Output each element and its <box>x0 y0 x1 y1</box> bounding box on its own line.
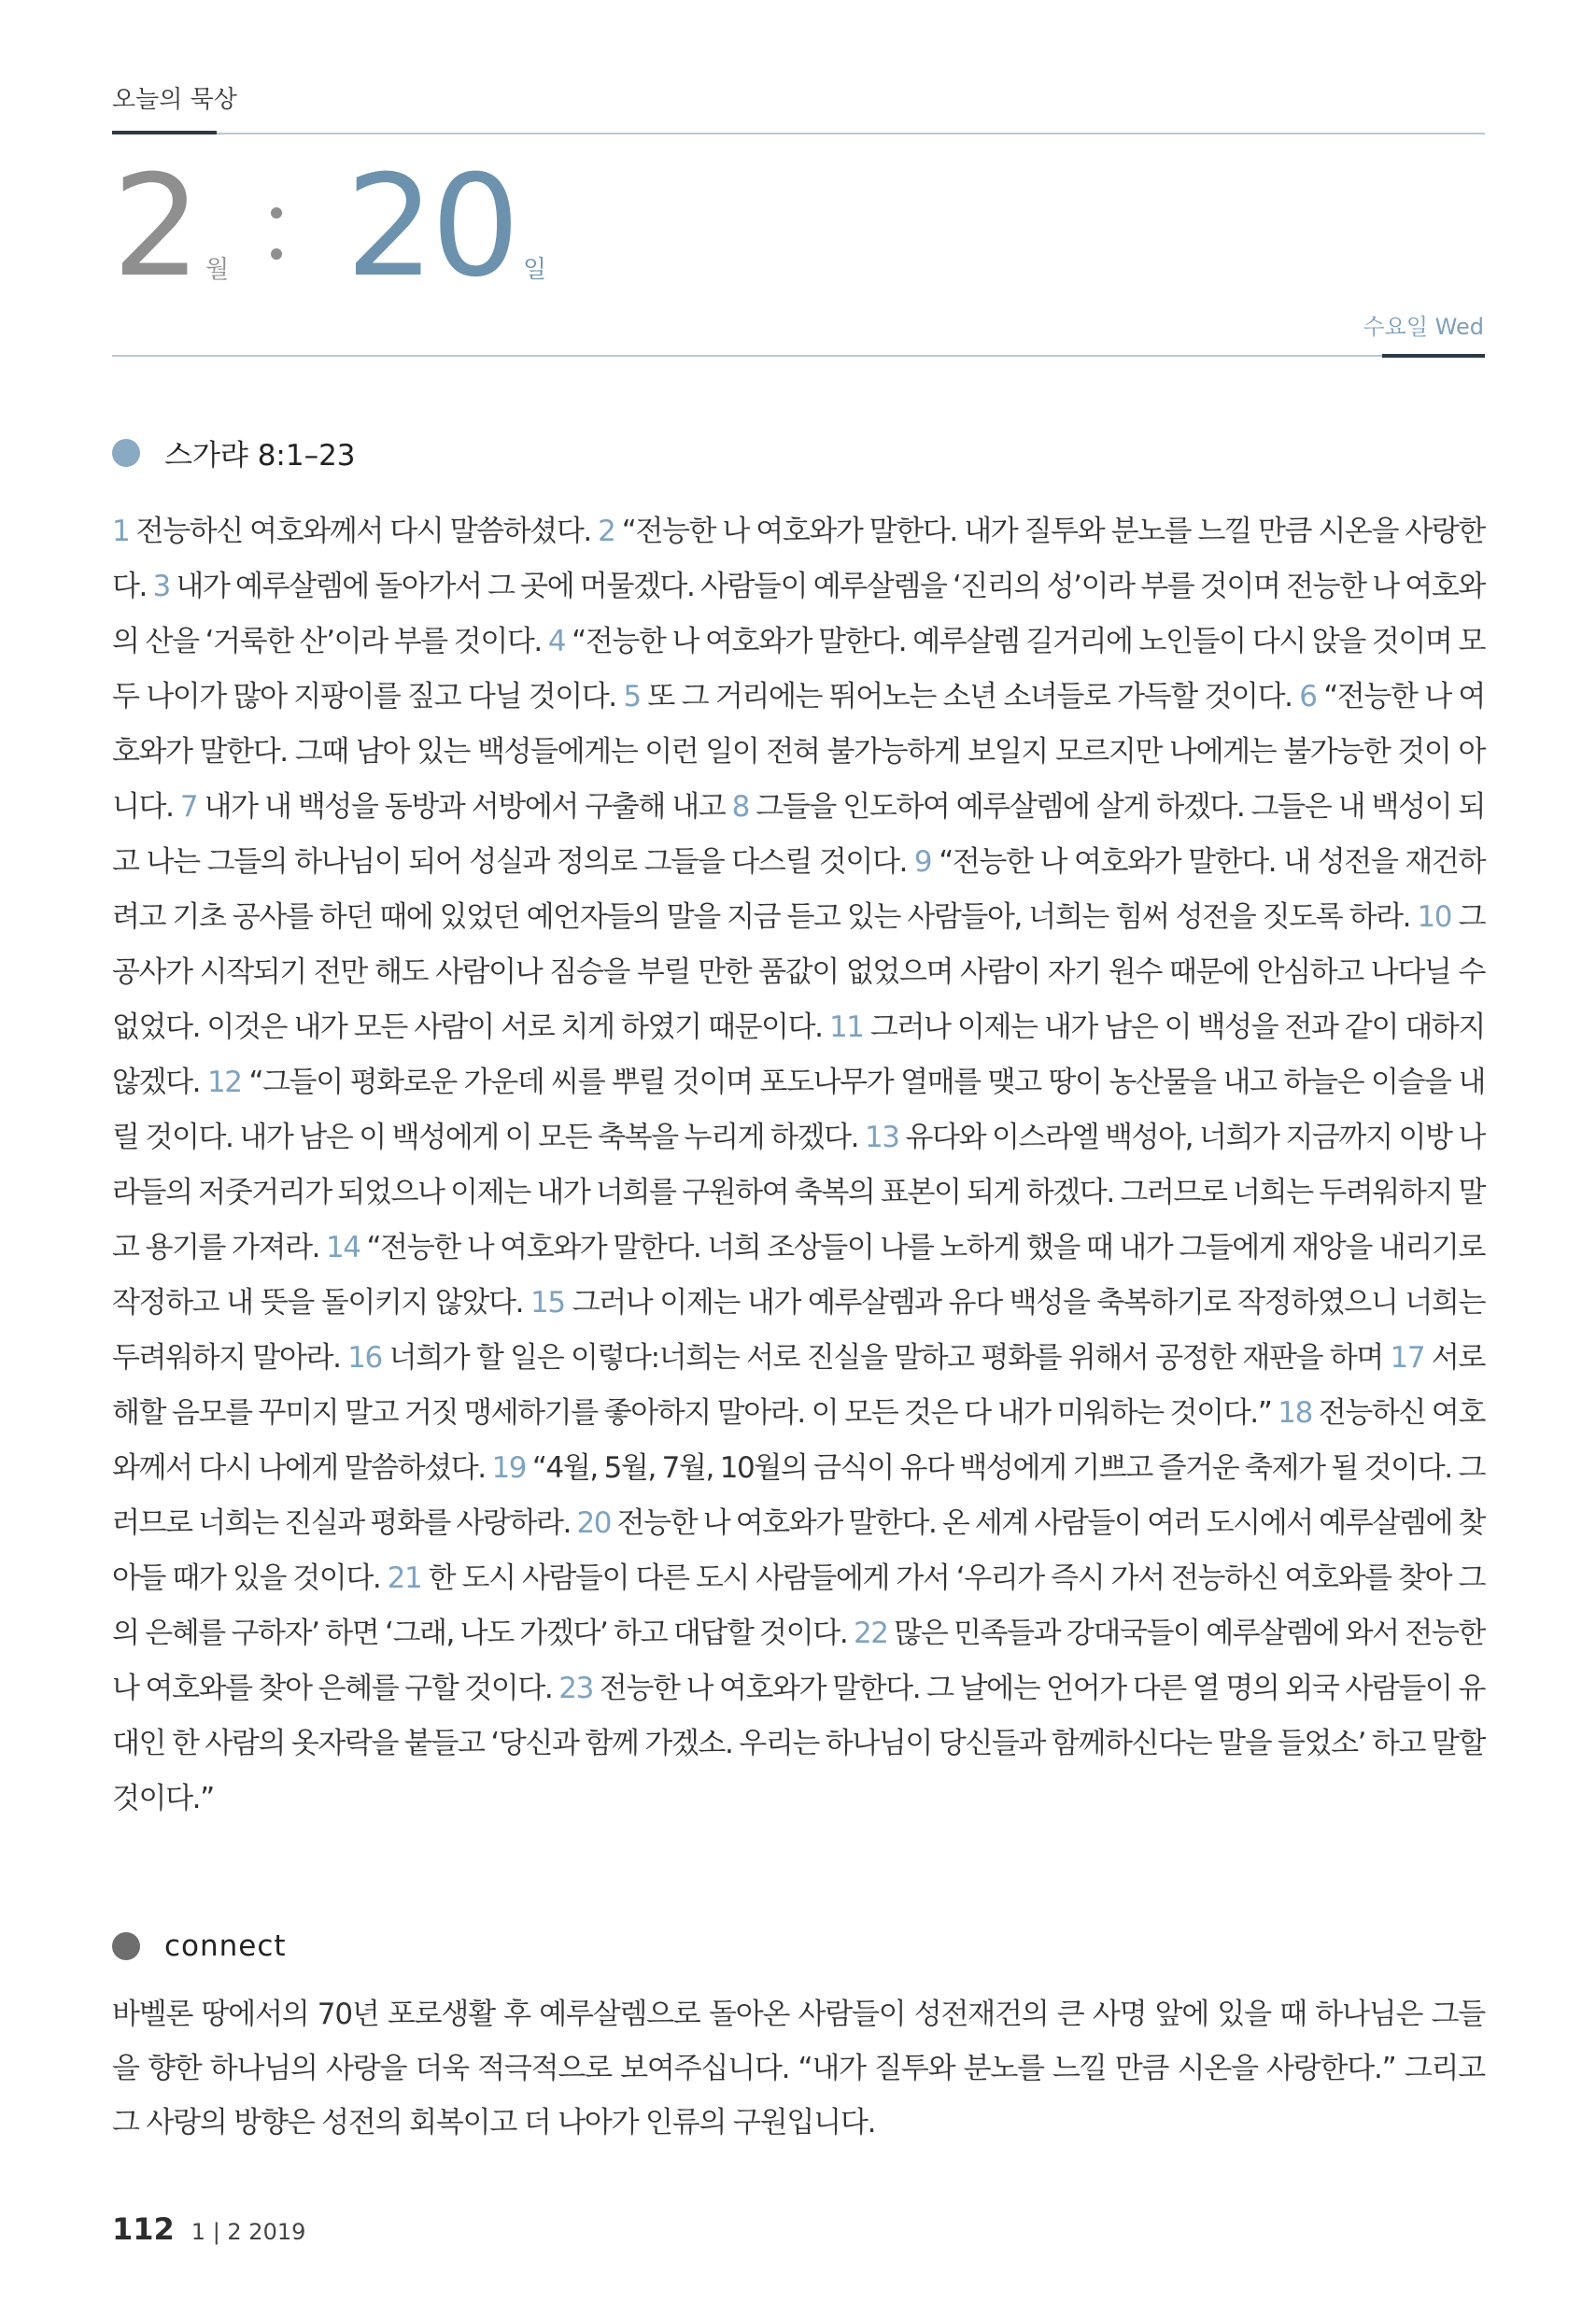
verse-number: 20 <box>576 1506 612 1540</box>
verse-number: 3 <box>152 570 170 603</box>
verse-text: “4월, 5월, 7월, 10월의 금식이 유다 백성에게 기쁘고 즐거운 축제가 될 것이다. 그러므로 너희는 진실과 평화를 사랑하라. <box>112 1451 1486 1540</box>
verse-text: 서로 해할 음모를 꾸미지 말고 거짓 맹세하기를 좋아하지 말아라. 이 모든 것은 다 내가 미워하는 것이다.” <box>112 1341 1485 1430</box>
verse-number: 14 <box>325 1231 360 1264</box>
connect-body: 바벨론 땅에서의 70년 포로생활 후 예루살렘으로 돌아온 사람들이 성전재건의 큰 사명 앞에 있을 때 하나님은 그들을 향한 하나님의 사랑을 더욱 적극적으로 보여주십니다. “내가 질투와 분노를 느낄 만큼 시온을 사랑한다.” 그리고 그 사랑의 방향은 성전의 회복이고 더 나아가 인류의 구원입니다. <box>112 1998 1485 2139</box>
connect-heading <box>112 1929 287 1963</box>
weekday-label: 수요일 Wed <box>1363 314 1484 340</box>
verse-number: 4 <box>547 625 566 658</box>
verse-number: 16 <box>347 1341 382 1375</box>
verse-text: “전능한 나 여호와가 말한다. 내 성전을 재건하려고 기초 공사를 하던 때에 있었던 예언자들의 말을 지금 듣고 있는 사람들아, 너희는 힘써 성전을 짓도록 하라. <box>112 845 1485 934</box>
verse-number: 11 <box>828 1010 864 1044</box>
date-day: 20 <box>346 146 516 308</box>
verse-number: 15 <box>530 1286 565 1320</box>
verse-number: 8 <box>731 790 749 824</box>
header-rule-light <box>217 133 1485 134</box>
scripture-heading <box>112 431 356 473</box>
verse-text: 전능한 나 여호와가 말한다. 온 세계 사람들이 여러 도시에서 예루살렘에 찾아들 때가 있을 것이다. <box>112 1506 1485 1595</box>
verse-text: 유다와 이스라엘 백성아, 너희가 지금까지 이방 나라들의 저줏거리가 되었으나 이제는 내가 너희를 구원하여 축복의 표본이 되게 하겠다. 그러므로 너희는 두려워하지 말고 용기를 가져라. <box>112 1121 1485 1264</box>
verse-text: “전능한 나 여호와가 말한다. 너희 조상들이 나를 노하게 했을 때 내가 그들에게 재앙을 내리기로 작정하고 내 뜻을 돌이키지 않았다. <box>112 1231 1486 1320</box>
header-rule-dark <box>112 131 217 134</box>
date-rule-dark <box>1382 354 1485 358</box>
verse-text: 너희가 할 일은 이렇다:너희는 서로 진실을 말하고 평화를 위해서 공정한 재판을 하며 <box>381 1341 1391 1375</box>
verse-text: 내가 예루살렘에 돌아가서 그 곳에 머물겠다. 사람들이 예루살렘을 ‘진리의 성’이라 부를 것이며 전능한 나 여호와의 산을 ‘거룩한 산’이라 부를 것이다. <box>112 570 1485 658</box>
bullet-dot-icon <box>112 439 140 467</box>
verse-text: 많은 민족들과 강대국들이 예루살렘에 와서 전능한 나 여호와를 찾아 은혜를 구할 것이다. <box>112 1617 1485 1705</box>
scripture-text <box>112 504 1485 1827</box>
verse-text: “전능한 나 여호와가 말한다. 내가 질투와 분노를 느낄 만큼 시온을 사랑한다. <box>112 515 1485 603</box>
verse-number: 5 <box>623 680 641 713</box>
verse-text: 전능하신 여호와께서 다시 말씀하셨다. <box>129 515 599 548</box>
verse-text: “전능한 나 여호와가 말한다. 예루살렘 길거리에 노인들이 다시 앉을 것이며 모두 나이가 많아 지팡이를 짚고 다닐 것이다. <box>112 625 1485 713</box>
verse-text: 그러나 이제는 내가 남은 이 백성을 전과 같이 대하지 않겠다. <box>112 1010 1485 1099</box>
date-month-unit: 월 <box>205 256 230 284</box>
verse-text: 그 공사가 시작되기 전만 해도 사람이나 짐승을 부릴 만한 품값이 없었으며 사람이 자기 원수 때문에 안심하고 나다닐 수 없었다. 이것은 내가 모든 사람이 서로 치게 하였기 때문이다. <box>112 900 1485 1044</box>
verse-number: 21 <box>387 1561 422 1595</box>
verse-number: 9 <box>913 845 932 879</box>
date-colon <box>271 168 284 261</box>
verse-number: 17 <box>1390 1341 1425 1375</box>
verse-text: 한 도시 사람들이 다른 도시 사람들에게 가서 ‘우리가 즉시 가서 전능하신 여호와를 찾아 그의 은혜를 구하자’ 하면 ‘그래, 나도 가겠다’ 하고 대답할 것이다. <box>112 1561 1485 1650</box>
verse-number: 18 <box>1278 1396 1312 1430</box>
scripture-title: 스가랴 8:1–23 <box>164 439 356 473</box>
verse-number: 19 <box>491 1451 527 1485</box>
verse-text: 그들을 인도하여 예루살렘에 살게 하겠다. 그들은 내 백성이 되고 나는 그들의 하나님이 되어 성실과 정의로 그들을 다스릴 것이다. <box>112 790 1485 879</box>
verse-text: 전능한 나 여호와가 말한다. 그 날에는 언어가 다른 열 명의 외국 사람들이 유대인 한 사람의 옷자락을 붙들고 ‘당신과 함께 가겠소. 우리는 하나님이 당신들과 함께하신다는 말을 들었소’ 하고 말할 것이다.” <box>112 1672 1486 1815</box>
bullet-dot-icon <box>112 1932 140 1960</box>
verse-number: 6 <box>1299 680 1317 713</box>
page-number: 112 <box>112 2211 175 2247</box>
footer <box>112 2211 305 2247</box>
issue-label: 1 | 2 2019 <box>191 2219 306 2245</box>
verse-number: 12 <box>206 1066 242 1099</box>
connect-title: connect <box>164 1929 287 1963</box>
verse-text: 또 그 거리에는 뛰어노는 소년 소녀들로 가득할 것이다. <box>640 680 1300 713</box>
verse-text: 그러나 이제는 내가 예루살렘과 유다 백성을 축복하기로 작정하였으니 너희는 두려워하지 말아라. <box>112 1286 1485 1375</box>
date-rule-light <box>112 355 1382 357</box>
verse-number: 1 <box>112 515 130 548</box>
verse-number: 13 <box>864 1121 899 1154</box>
date-month: 2 <box>112 146 198 308</box>
verse-text: 내가 내 백성을 동방과 서방에서 구출해 내고 <box>197 790 732 824</box>
verse-number: 7 <box>179 790 198 824</box>
verse-number: 2 <box>598 515 615 548</box>
verse-number: 23 <box>558 1672 593 1705</box>
verse-number: 22 <box>853 1617 888 1650</box>
verse-number: 10 <box>1417 900 1452 934</box>
verse-text: “전능한 나 여호와가 말한다. 그때 남아 있는 백성들에게는 이런 일이 전혀 불가능하게 보일지 모르지만 나에게는 불가능한 것이 아니다. <box>112 680 1486 824</box>
verse-text: “그들이 평화로운 가운데 씨를 뿌릴 것이며 포도나무가 열매를 맺고 땅이 농산물을 내고 하늘은 이슬을 내릴 것이다. 내가 남은 이 백성에게 이 모든 축복을 누리게 하겠다. <box>112 1066 1485 1154</box>
verse-text: 전능하신 여호와께서 다시 나에게 말씀하셨다. <box>112 1396 1486 1485</box>
date-day-unit: 일 <box>523 256 547 284</box>
header-label: 오늘의 묵상 <box>112 86 237 114</box>
